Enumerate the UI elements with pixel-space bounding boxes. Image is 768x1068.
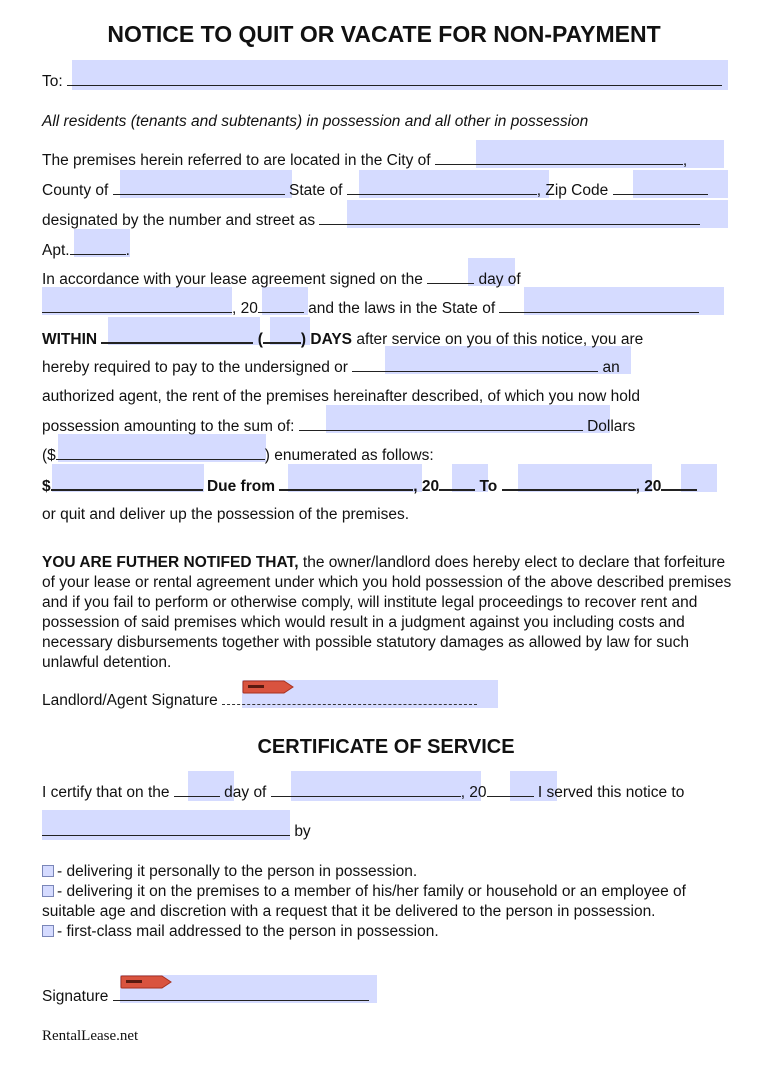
due-to-label: To: [479, 478, 498, 495]
lease-month-field[interactable]: [42, 298, 232, 313]
to-field[interactable]: [67, 71, 722, 86]
footer-brand: RentalLease.net: [42, 1028, 139, 1044]
lease-day-field[interactable]: [427, 269, 474, 284]
landlord-signature-field[interactable]: [222, 690, 477, 705]
state-label: State of: [288, 182, 343, 199]
service-options: [42, 862, 734, 942]
enumerated-text: ) enumerated as follows:: [264, 447, 434, 464]
due-from-field[interactable]: [279, 475, 413, 491]
cert-person-field[interactable]: [42, 821, 290, 836]
residents-line: All residents (tenants and subtenants) in possession and all other in possession: [42, 113, 589, 130]
zip-field[interactable]: [613, 180, 708, 195]
option-label: - delivering it personally to the person in possession.: [57, 863, 418, 880]
apt-label: Apt.: [42, 242, 70, 259]
service-option-household: [42, 882, 734, 922]
within-label: WITHIN: [42, 331, 98, 348]
apt-field[interactable]: [70, 240, 126, 255]
city-prefix: The premises herein referred to are located in the City of: [42, 152, 431, 169]
checkbox-mail[interactable]: [42, 925, 54, 937]
due-dollar: $: [42, 478, 51, 495]
cert-year-field[interactable]: [487, 782, 534, 797]
pay-row: [42, 357, 620, 378]
to-label: To:: [42, 73, 63, 90]
apt-suffix: .: [125, 242, 130, 259]
city-row: [42, 150, 687, 171]
further-notice-paragraph: [42, 553, 734, 673]
signature-field[interactable]: [113, 986, 369, 1001]
option-label: - first-class mail addressed to the person in possession.: [57, 923, 439, 940]
lease-year-prefix: , 20: [232, 300, 258, 317]
landlord-signature-row: [42, 690, 477, 711]
due-from-label: Due from: [206, 478, 275, 495]
amount-field[interactable]: [56, 445, 265, 460]
days-label: ) DAYS: [300, 331, 353, 348]
street-field[interactable]: [319, 210, 700, 225]
to-row: [42, 71, 722, 92]
person-row: [42, 821, 311, 842]
further-body: the owner/landlord does hereby elect to declare that forfeiture of your lease or rental agreement under which you hold possession of the above described premises and if you fail to perform or otherwise comply, will institute legal proceedings to recover rent and possession of said premises which would result in a judgment against you including costs and necessary disbursements together with possible statutory damages as allowed by law for such unlawful detention.: [42, 554, 732, 671]
certify-prefix: I certify that on the: [42, 784, 170, 801]
option-label: - delivering it on the premises to a member of his/her family or household or an employee of suitable age and discretion with a request that it be delivered to the person in possession.: [42, 883, 686, 920]
lease-prefix: In accordance with your lease agreement signed on the: [42, 271, 423, 288]
due-amount-field[interactable]: [51, 475, 203, 491]
service-option-mail: [42, 922, 734, 942]
county-row: [42, 180, 708, 201]
days-words-field[interactable]: [101, 328, 253, 344]
days-num-field[interactable]: [263, 328, 301, 344]
certificate-title: CERTIFICATE OF SERVICE: [257, 736, 515, 758]
laws-label: and the laws in the State of: [308, 300, 496, 317]
by-text: by: [294, 823, 311, 840]
pay-text: hereby required to pay to the undersigned or: [42, 359, 348, 376]
sum-row: [42, 416, 635, 437]
quit-text: or quit and deliver up the possession of the premises.: [42, 506, 410, 523]
amount-row: [42, 445, 434, 466]
dollars-label: Dollars: [587, 418, 636, 435]
landlord-signature-label: Landlord/Agent Signature: [42, 692, 218, 709]
due-to-year-prefix: , 20: [635, 478, 662, 495]
due-from-year-field[interactable]: [439, 475, 475, 491]
lease-day-of: day of: [478, 271, 521, 288]
signature-row: [42, 986, 369, 1007]
lease-state-field[interactable]: [499, 298, 699, 313]
sum-words-field[interactable]: [299, 416, 583, 431]
cert-year-prefix: , 20: [460, 784, 487, 801]
amount-prefix: ($: [42, 447, 56, 464]
service-option-personal: [42, 862, 734, 882]
cert-day-of: day of: [224, 784, 267, 801]
lease-year-field[interactable]: [258, 298, 304, 313]
due-year-prefix: , 20: [413, 478, 440, 495]
due-to-field[interactable]: [502, 475, 636, 491]
checkbox-household[interactable]: [42, 885, 54, 897]
lease-row: [42, 269, 521, 290]
sum-label: possession amounting to the sum of:: [42, 418, 295, 435]
further-lead: YOU ARE FUTHER NOTIFED THAT,: [42, 554, 299, 571]
signature-label: Signature: [42, 988, 109, 1005]
checkbox-personal[interactable]: [42, 865, 54, 877]
within-row: [42, 328, 643, 350]
apt-row: [42, 240, 130, 261]
agent-field[interactable]: [352, 357, 598, 372]
state-field[interactable]: [347, 180, 537, 195]
authorized-text: authorized agent, the rent of the premises hereinafter described, of which you now hold: [42, 388, 640, 405]
served-text: I served this notice to: [537, 784, 685, 801]
cert-day-field[interactable]: [174, 782, 220, 797]
cert-month-field[interactable]: [271, 782, 461, 797]
paren-open: (: [257, 331, 263, 348]
lease-date-row: [42, 298, 699, 319]
page-title: NOTICE TO QUIT OR VACATE FOR NON-PAYMENT: [107, 21, 661, 47]
county-label: County of: [42, 182, 109, 199]
after-text: after service on you of this notice, you are: [356, 331, 644, 348]
city-suffix: ,: [682, 152, 688, 169]
county-field[interactable]: [113, 180, 285, 195]
due-to-year-field[interactable]: [661, 475, 697, 491]
due-row: [42, 475, 697, 497]
city-field[interactable]: [435, 150, 683, 165]
certify-row: [42, 782, 684, 803]
zip-label: , Zip Code: [536, 182, 609, 199]
street-label: designated by the number and street as: [42, 212, 316, 229]
street-row: [42, 210, 700, 231]
an-text: an: [602, 359, 620, 376]
